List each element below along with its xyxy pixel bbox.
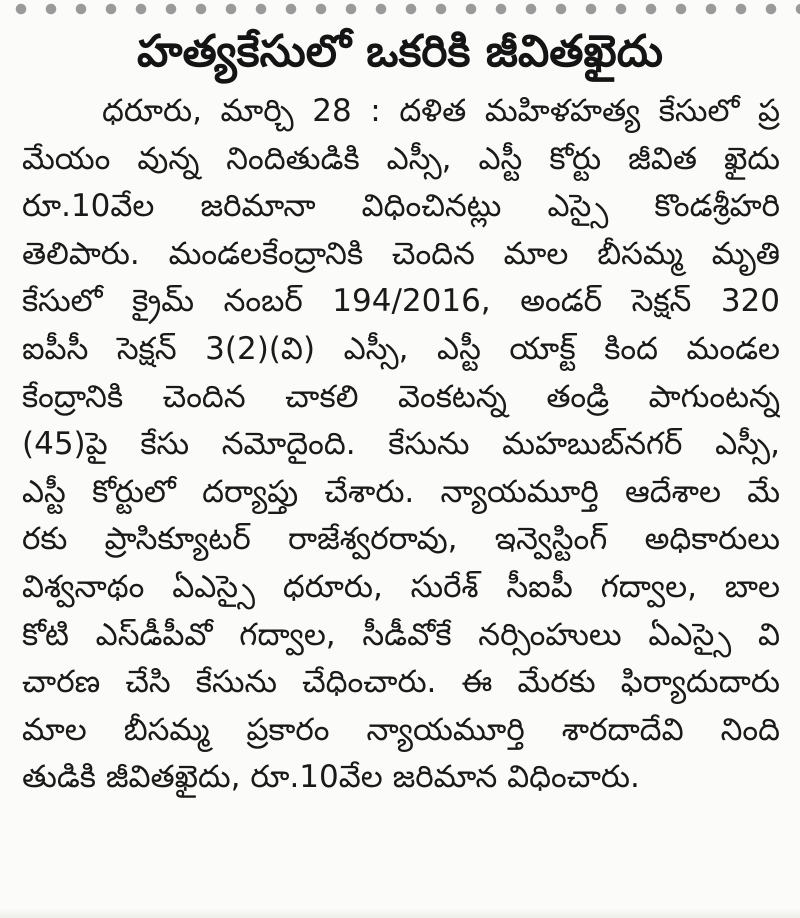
article-line: ఐపీసీ సెక్షన్ 3(2)(వి) ఎస్సీ, ఎస్టీ యాక్ట్ కింద మండల xyxy=(22,330,780,367)
dotted-separator xyxy=(0,2,800,16)
article-line: తుడికి జీవితఖైదు, రూ.10వేల జరిమాన విధించారు. xyxy=(22,759,640,796)
article-line: (45)పై కేసు నమోదైంది. కేసును మహబుబ్‌నగర్ ఎస్సీ, xyxy=(22,426,780,463)
article-body xyxy=(22,88,780,802)
page-bottom-edge xyxy=(0,908,800,918)
article-line: విశ్వనాథం ఏఎస్సై ధరూరు, సురేశ్ సీఐపీ గద్వాల, బాల xyxy=(22,568,780,605)
article-line: ఎస్టీ కోర్టులో దర్యాప్తు చేశారు. న్యాయమూర్తి ఆదేశాల మే xyxy=(22,473,780,510)
article-line: కోటి ఎస్‌డీపీవో గద్వాల, సీడీవోకే నర్సింహులు ఏఎస్సై వి xyxy=(22,616,780,653)
article-line: మేయం వున్న నిందితుడికి ఎస్సీ, ఎస్టీ కోర్టు జీవిత ఖైదు xyxy=(22,140,780,177)
article-line: రకు ప్రాసిక్యూటర్ రాజేశ్వరరావు, ఇన్వెస్టింగ్ అధికారులు xyxy=(22,521,780,558)
article-line: రూ.10వేల జరిమానా విధించినట్లు ఎస్సై కొండశ్రీహరి xyxy=(22,188,780,225)
article-line: తెలిపారు. మండలకేంద్రానికి చెందిన మాల బీసమ్మ మృతి xyxy=(22,235,780,272)
article-line: చారణ చేసి కేసును చేధించారు. ఈ మేరకు ఫిర్యాదుదారు xyxy=(22,664,780,701)
article-line: కేసులో క్రైమ్ నంబర్ 194/2016, అండర్ సెక్షన్ 320 xyxy=(22,283,780,320)
article-line: ధరూరు, మార్చి 28 : దళిత మహిళహత్య కేసులో ప్ర xyxy=(102,93,780,129)
article-line: మాల బీసమ్మ ప్రకారం న్యాయమూర్తి శారదాదేవి నింది xyxy=(22,711,780,748)
article-line: కేంద్రానికి చెందిన చాకలి వెంకటన్న తండ్రి పాగుంటన్న xyxy=(22,378,780,415)
headline: హత్యకేసులో ఒకరికి జీవితఖైదు xyxy=(137,26,663,77)
